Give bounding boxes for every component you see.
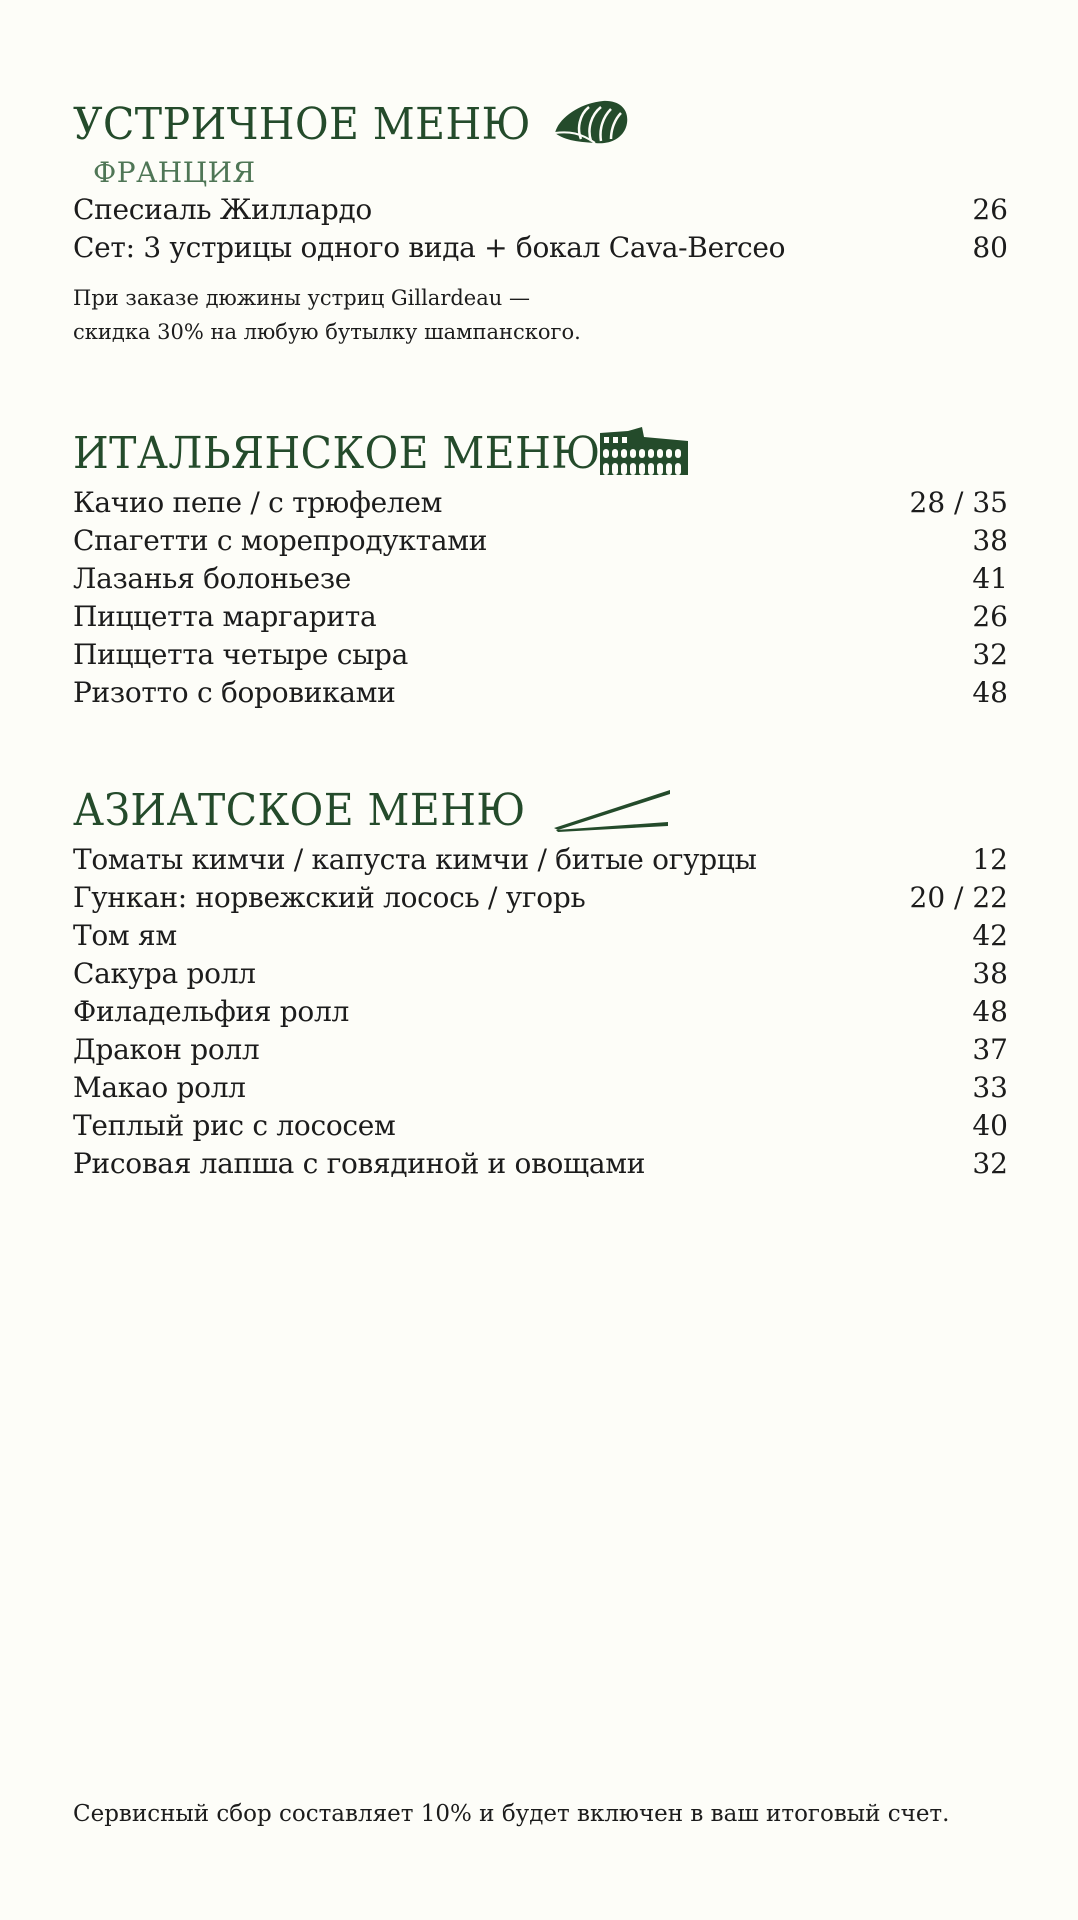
menu-item-name: Филадельфия ролл	[73, 995, 349, 1028]
oyster-icon	[551, 95, 631, 155]
menu-item	[73, 636, 1008, 674]
menu-item	[73, 191, 1008, 229]
menu-item	[73, 484, 1008, 522]
oyster-menu-title: УСТРИЧНОЕ МЕНЮ	[73, 99, 531, 150]
menu-item-name: Сакура ролл	[73, 957, 256, 990]
menu-item	[73, 598, 1008, 636]
menu-item	[73, 955, 1008, 993]
menu-item-name: Спагетти с морепродуктами	[73, 524, 488, 557]
menu-item	[73, 841, 1008, 879]
menu-item-price: 37	[972, 1033, 1008, 1066]
italian-menu-header	[73, 424, 1008, 484]
menu-item	[73, 522, 1008, 560]
menu-item-price: 80	[972, 231, 1008, 264]
menu-item-name: Пиццетта четыре сыра	[73, 638, 409, 671]
menu-item-price: 40	[972, 1109, 1008, 1142]
menu-item-price: 38	[972, 524, 1008, 557]
italian-menu-section	[73, 424, 1008, 712]
menu-item-price: 12	[972, 843, 1008, 876]
menu-item-price: 41	[972, 562, 1008, 595]
asian-menu-header	[73, 781, 1008, 841]
menu-item-price: 32	[972, 1147, 1008, 1180]
oyster-promo-line-2: скидка 30% на любую бутылку шампанского.	[73, 320, 581, 344]
asian-items-list	[73, 841, 1008, 1183]
menu-item-price: 33	[972, 1071, 1008, 1104]
menu-item-name: Пиццетта маргарита	[73, 600, 377, 633]
menu-item	[73, 1069, 1008, 1107]
menu-item-name: Теплый рис с лососем	[73, 1109, 396, 1142]
menu-item-price: 42	[972, 919, 1008, 952]
menu-item-name: Ризотто с боровиками	[73, 676, 396, 709]
chopsticks-icon	[552, 786, 672, 836]
menu-item	[73, 1031, 1008, 1069]
menu-item-name: Спесиаль Жиллардо	[73, 193, 372, 226]
menu-item	[73, 917, 1008, 955]
menu-item	[73, 560, 1008, 598]
oyster-menu-section	[73, 95, 1008, 349]
colosseum-icon	[598, 427, 690, 481]
menu-item	[73, 993, 1008, 1031]
menu-page	[73, 0, 1008, 1920]
menu-item-name: Томаты кимчи / капуста кимчи / битые огурцы	[73, 843, 757, 876]
menu-item-price: 20 / 22	[909, 881, 1008, 914]
italian-items-list	[73, 484, 1008, 712]
menu-item	[73, 879, 1008, 917]
menu-item-name: Сет: 3 устрицы одного вида + бокал Cava-Berceo	[73, 231, 786, 264]
menu-item-name: Лазанья болоньезе	[73, 562, 352, 595]
menu-item	[73, 1107, 1008, 1145]
menu-item-price: 26	[972, 193, 1008, 226]
oyster-promo-note	[73, 281, 1008, 349]
asian-menu-section	[73, 781, 1008, 1183]
menu-item-price: 32	[972, 638, 1008, 671]
menu-item-name: Гункан: норвежский лосось / угорь	[73, 881, 586, 914]
menu-item	[73, 674, 1008, 712]
menu-item-name: Дракон ролл	[73, 1033, 260, 1066]
menu-item	[73, 1145, 1008, 1183]
menu-item-price: 26	[972, 600, 1008, 633]
menu-item-name: Макао ролл	[73, 1071, 246, 1104]
service-charge-note: Сервисный сбор составляет 10% и будет включен в ваш итоговый счет.	[73, 1801, 950, 1827]
oyster-menu-header	[73, 95, 1008, 155]
menu-item-price: 28 / 35	[909, 486, 1008, 519]
menu-item-price: 38	[972, 957, 1008, 990]
oyster-promo-line-1: При заказе дюжины устриц Gillardeau —	[73, 286, 530, 310]
asian-menu-title: АЗИАТСКОЕ МЕНЮ	[73, 785, 526, 836]
oyster-items-list	[73, 191, 1008, 267]
menu-item-name: Том ям	[73, 919, 177, 952]
italian-menu-title: ИТАЛЬЯНСКОЕ МЕНЮ	[73, 428, 601, 479]
menu-item-name: Качио пепе / с трюфелем	[73, 486, 443, 519]
menu-item-price: 48	[972, 676, 1008, 709]
menu-item-price: 48	[972, 995, 1008, 1028]
menu-item	[73, 229, 1008, 267]
menu-item-name: Рисовая лапша с говядиной и овощами	[73, 1147, 646, 1180]
oyster-subtitle-france: ФРАНЦИЯ	[93, 156, 256, 189]
